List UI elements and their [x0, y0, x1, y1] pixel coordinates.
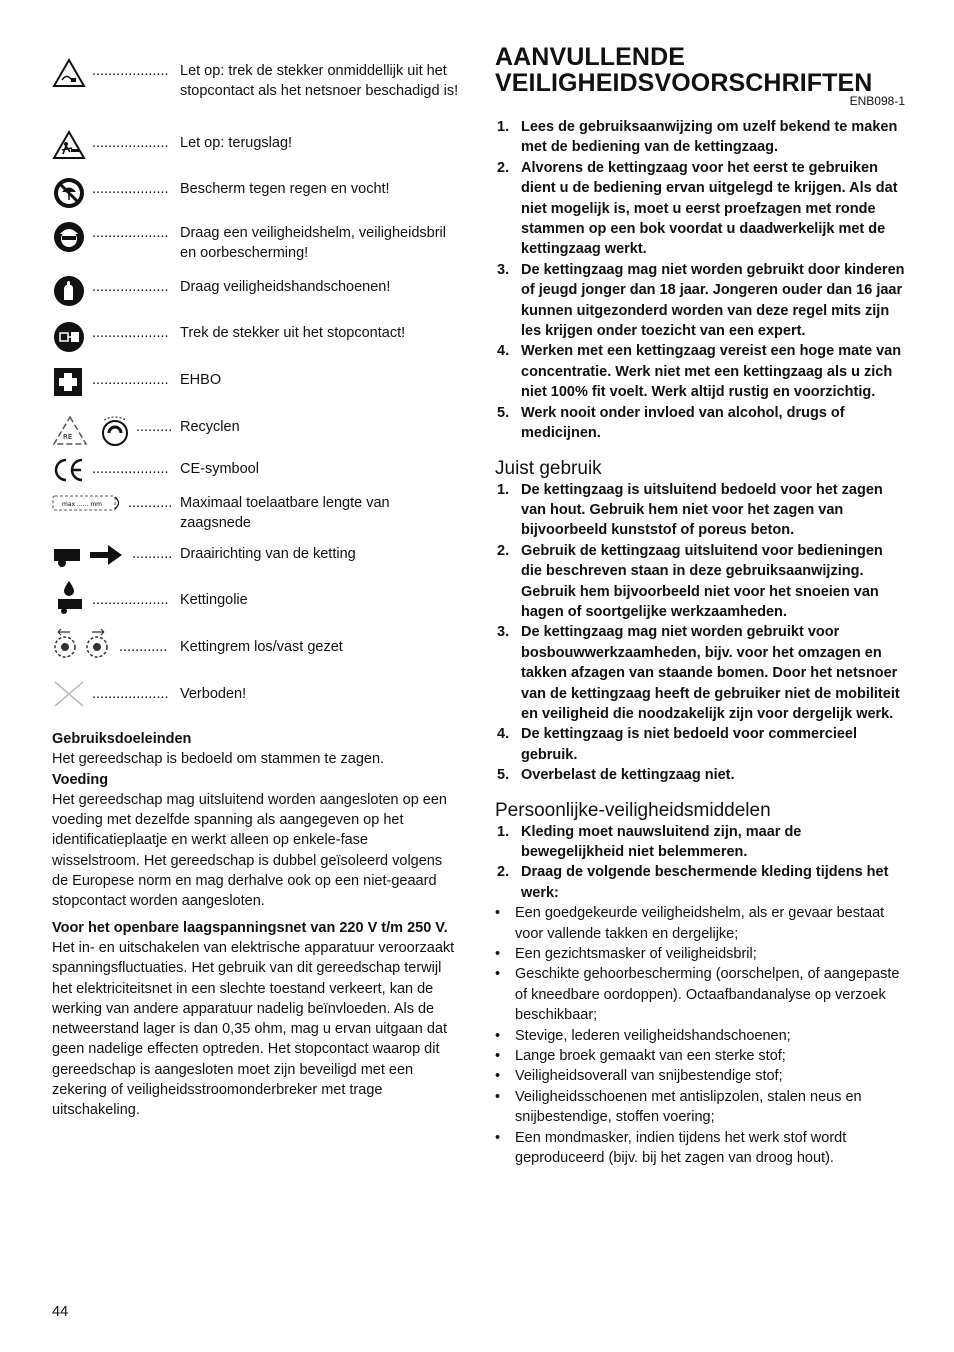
- section-heading-laagspanningsnet: Voor het openbare laagspanningsnet van 220 V t/m 250 V.: [52, 919, 448, 936]
- ce-mark-icon: [52, 456, 86, 491]
- symbol-dots: ............: [119, 639, 168, 655]
- symbol-dots: .........: [136, 419, 173, 435]
- symbol-dots: ...................: [92, 279, 169, 295]
- symbol-label: Kettingrem los/vast gezet: [180, 639, 343, 655]
- list-item: 1. De kettingzaag is uitsluitend bedoeld voor het zagen van hout. Gebruik hem niet voor het zagen van bijvoorbeeld kunststof of poreus beton.: [497, 481, 883, 539]
- list-item: 4. Werken met een kettingzaag vereist een hoge mate van concentratie. Werk niet met een kettingzaag als u zich niet 100% fit voelt. Werk altijd rustig en voorzichtig.: [497, 343, 902, 401]
- list-item: 1. Kleding moet nauwsluitend zijn, maar de bewegelijkheid niet belemmeren.: [497, 823, 802, 860]
- symbol-label: Draag veiligheidshandschoenen!: [180, 279, 391, 295]
- symbol-row: [52, 134, 457, 180]
- symbol-dots: ..........: [132, 546, 173, 562]
- first-aid-icon: [52, 367, 86, 406]
- symbol-label: EHBO: [180, 372, 222, 388]
- ppe-list: [495, 822, 905, 904]
- symbol-dots: ...................: [92, 63, 169, 79]
- bullet-item: • Lange broek gemaakt van een sterke stof;: [495, 1046, 905, 1066]
- symbol-row: [52, 278, 457, 324]
- symbol-label: Let op: trek de stekker onmiddellijk uit het stopcontact als het netsnoer beschadigd is!: [180, 63, 459, 99]
- bar-length-icon: [52, 492, 124, 523]
- symbol-label: Draag een veiligheidshelm, veiligheidsbril en oorbescherming!: [180, 225, 446, 261]
- symbol-label: Draairichting van de ketting: [180, 546, 356, 562]
- symbol-row: [52, 638, 457, 685]
- symbol-dots: ...................: [92, 372, 169, 388]
- list-item: 5. Overbelast de kettingzaag niet.: [497, 767, 735, 784]
- kickback-warning-icon: [52, 130, 86, 167]
- symbol-dots: ...................: [92, 325, 169, 341]
- page-number: 44: [52, 1304, 69, 1320]
- bullet-item: • Stevige, lederen veiligheidshandschoenen;: [495, 1026, 905, 1046]
- list-item: 5. Werk nooit onder invloed van alcohol, drugs of medicijnen.: [497, 404, 845, 442]
- section-title-juist-gebruik: Juist gebruik: [495, 457, 602, 479]
- symbol-dots: ...................: [92, 181, 169, 197]
- chain-brake-icon: [52, 626, 116, 667]
- bullet-item: • Een gezichtsmasker of veiligheidsbril;: [495, 944, 905, 964]
- bullet-item: • Een mondmasker, indien tijdens het werk stof wordt geproduceerd (bijv. bij het zagen van droog hout).: [495, 1128, 905, 1169]
- section-heading-voeding: Voeding: [52, 771, 109, 788]
- list-item: 2. Gebruik de kettingzaag uitsluitend voor bedieningen die beschreven staan in deze gebruiksaanwijzing. Gebruik hem bijvoorbeeld niet voor het snoeien van hagen of soortgelijke werkzaamheden.: [497, 542, 883, 620]
- bullet-item: • Veiligheidsschoenen met antislipzolen, stalen neus en snijbestendige, stoffen voering;: [495, 1087, 905, 1128]
- symbol-label: Recyclen: [180, 419, 240, 435]
- symbol-label: CE-symbool: [180, 461, 259, 477]
- forbidden-icon: [52, 679, 86, 716]
- list-item: 2. Draag de volgende beschermende kleding tijdens het werk:: [497, 864, 889, 901]
- symbols-legend: [52, 62, 457, 1121]
- list-item: 4. De kettingzaag is niet bedoeld voor commercieel gebruik.: [497, 726, 858, 763]
- symbol-dots: ...................: [92, 461, 169, 477]
- chain-direction-icon: [52, 541, 124, 576]
- section-body-laagspanningsnet: Het in- en uitschakelen van elektrische apparatuur veroorzaakt spanningsfluctuaties. Het gebruik van dit gereedschap terwijl het elektriciteitsnet in een slechte toestand verkeert, kan de werking van andere apparatuur nadelig beïnvloeden. Als de netweerstand lager is dan 0,35 ohm, mag u ervan uitgaan dat geen nadelige effecten optreden. Het stopcontact waarop dit gereedschap is aangesloten moet zijn beveiligd met een zekering of veiligheidsstroomonderbreker met trage uitschakeling.: [52, 939, 455, 1119]
- list-item: 1. Lees de gebruiksaanwijzing om uzelf bekend te maken met de bediening van de kettingzaag.: [497, 119, 898, 156]
- bullet-item: • Veiligheidsoverall van snijbestendige stof;: [495, 1066, 905, 1086]
- svg-text:RE: RE: [63, 433, 73, 441]
- list-item: 2. Alvorens de kettingzaag voor het eerst te gebruiken dient u de bediening ervan uitgelegd te krijgen. Als dat niet mogelijk is, moet u eerst proefzagen met ronde stammen op een bok voordat u daadwerkelijk met de kettingzaag werkt.: [497, 159, 898, 258]
- section-heading-gebruiksdoeleinden: Gebruiksdoeleinden: [52, 731, 192, 747]
- page-title: AANVULLENDE VEILIGHEIDSVOORSCHRIFTEN: [495, 43, 873, 97]
- general-rules-list: [495, 117, 905, 444]
- symbol-dots: ...........: [128, 495, 173, 511]
- symbol-row: [52, 224, 457, 278]
- section-title-persoonlijke-veiligheidsmiddelen: Persoonlijke-veiligheidsmiddelen: [495, 799, 771, 821]
- symbol-label: Trek de stekker uit het stopcontact!: [180, 325, 406, 341]
- document-code: ENB098-1: [849, 94, 905, 108]
- symbol-label: Let op: terugslag!: [180, 135, 293, 151]
- section-body-gebruiksdoeleinden: Het gereedschap is bedoeld om stammen te zagen.: [52, 751, 385, 768]
- no-rain-icon: [52, 176, 86, 217]
- chain-oil-icon: [52, 579, 86, 622]
- unplug-icon: [52, 320, 86, 361]
- symbol-label: Bescherm tegen regen en vocht!: [180, 181, 390, 197]
- symbol-label: Kettingolie: [180, 592, 248, 608]
- helmet-goggles-ear-protection-icon: [52, 220, 86, 261]
- left-text-sections: [52, 729, 457, 1121]
- safety-instructions: [495, 44, 905, 1169]
- symbol-row: [52, 545, 457, 591]
- symbol-row: [52, 62, 457, 122]
- symbol-dots: ...................: [92, 592, 169, 608]
- symbol-dots: ...................: [92, 135, 169, 151]
- symbol-row: [52, 180, 457, 224]
- symbol-dots: ...................: [92, 225, 169, 241]
- symbol-label: Maximaal toelaatbare lengte van zaagsnede: [180, 495, 390, 531]
- bar-length-label: max ...... mm: [62, 501, 103, 508]
- symbol-label: Verboden!: [180, 686, 247, 702]
- recycle-icon: [52, 414, 132, 457]
- symbol-row: [52, 685, 457, 729]
- proper-use-list: [495, 480, 905, 786]
- list-item: 3. De kettingzaag mag niet worden gebruikt door kinderen of jeugd jonger dan 18 jaar. Jongeren ouder dan 16 jaar kunnen uitgezonderd worden van deze regel mits zijn les krijgen onder toezicht van een expert.: [497, 261, 905, 340]
- symbol-row: [52, 494, 457, 545]
- symbol-dots: ...................: [92, 686, 169, 702]
- bullet-item: • Een goedgekeurde veiligheidshelm, als er gevaar bestaat voor vallende takken en dergelijke;: [495, 903, 905, 944]
- symbol-row: [52, 460, 457, 494]
- gloves-icon: [52, 274, 86, 315]
- list-item: 3. De kettingzaag mag niet worden gebruikt voor bosbouwwerkzaamheden, bijv. voor het omzagen en takken afzagen van staande bomen. Door het netsnoer van de kettingzaag heeft de gebruiker niet de mobiliteit en veiligheid die noodzakelijk zijn voor dergelijk werk.: [497, 624, 900, 722]
- protective-clothing-list: [495, 903, 905, 1168]
- warning-plug-damage-icon: [52, 58, 86, 95]
- section-body-voeding: Het gereedschap mag uitsluitend worden aangesloten op een voeding met dezelfde spanning als aangegeven op het identificatieplaatje en werkt alleen op enkele-fase wisselstroom. Het gereedschap is dubbel geïsoleerd volgens de Europese norm en mag derhalve ook op een niet-geaard stopcontact worden aangesloten.: [52, 791, 447, 910]
- symbol-row: [52, 324, 457, 371]
- symbol-row: [52, 371, 457, 418]
- bullet-item: • Geschikte gehoorbescherming (oorschelpen, of aangepaste of kneedbare oordoppen). Octaafbandanalyse op verzoek beschikbaar;: [495, 964, 905, 1025]
- symbol-row: [52, 418, 457, 460]
